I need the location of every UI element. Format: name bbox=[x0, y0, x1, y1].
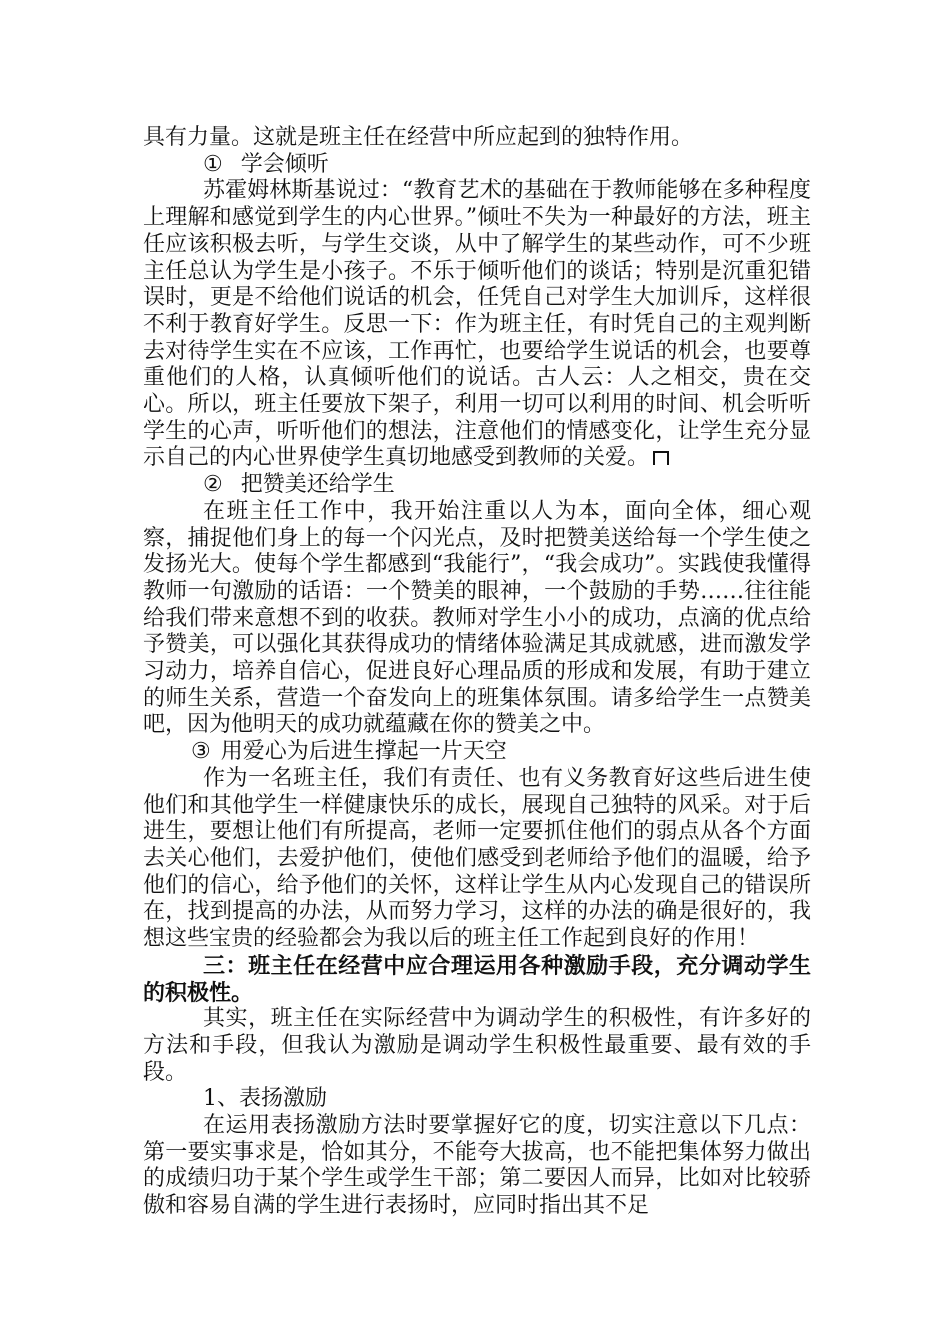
section-heading-3: 三：班主任在经营中应合理运用各种激励手段，充分调动学生的积极性。 bbox=[143, 952, 811, 1006]
paragraph-0: 具有力量。这就是班主任在经营中所应起到的独特作用。 bbox=[143, 125, 694, 150]
document-body bbox=[143, 125, 811, 1220]
subheading-2-text: 把赞美还给学生 bbox=[240, 472, 395, 498]
subheading-1 bbox=[143, 152, 811, 179]
circled-number-3: ③ bbox=[191, 739, 211, 765]
paragraph-2: 在班主任工作中，我开始注重以人为本，面向全体，细心观察，捕捉他们身上的每一个闪光点，及时把赞美送给每一个学生使之发扬光大。使每个学生都感到“我能行”，“我会成功”。实践使我懂得教师一句激励的话语：一个赞美的眼神，一个鼓励的手势……往往能给我们带来意想不到的收获。教师对学生小小的成功，点滴的优点给予赞美，可以强化其获得成功的情绪体验满足其成就感，进而激发学习动力，培养自信心，促进良好心理品质的形成和发展，有助于建立的师生关系，营造一个奋发向上的班集体氛围。请多给学生一点赞美吧，因为他明天的成功就蕴藏在你的赞美之中。 bbox=[143, 498, 811, 738]
paragraph-1 bbox=[143, 178, 811, 472]
subheading-1-text: 学会倾听 bbox=[240, 151, 329, 177]
paragraph-3: 作为一名班主任，我们有责任、也有义务教育好这些后进生使他们和其他学生一样健康快乐的成长，展现自己独特的风采。对于后进生，要想让他们有所提高，老师一定要抓住他们的弱点从各个方面去关心他们，去爱护他们，使他们感受到老师给予他们的温暖，给予他们的信心，给予他们的关怀，这样让学生从内心发现自己的错误所在，找到提高的办法，从而努力学习，这样的办法的确是很好的，我想这些宝贵的经验都会为我以后的班主任工作起到良好的作用！ bbox=[143, 765, 811, 952]
subheading-4: 1、表扬激励 bbox=[203, 1086, 327, 1112]
circled-number-1: ① bbox=[203, 151, 223, 177]
edit-mark-icon bbox=[653, 451, 669, 465]
subheading-3-text: 用爱心为后进生撑起一片天空 bbox=[220, 739, 507, 765]
circled-number-2: ② bbox=[203, 472, 223, 498]
paragraph-5: 在运用表扬激励方法时要掌握好它的度，切实注意以下几点：第一要实事求是，恰如其分，不能夸大拔高，也不能把集体努力做出的成绩归功于某个学生或学生干部；第二要因人而异，比如对比较骄傲和容易自满的学生进行表扬时，应同时指出其不足 bbox=[143, 1113, 811, 1219]
paragraph-1-text: 苏霍姆林斯基说过：“教育艺术的基础在于教师能够在多种程度上理解和感觉到学生的内心世界。”倾吐不失为一种最好的方法，班主任应该积极去听，与学生交谈，从中了解学生的某些动作，可不少班主任总认为学生是小孩子。不乐于倾听他们的谈话；特别是沉重犯错误时，更是不给他们说话的机会，任凭自己对学生大加训斥，这样很不利于教育好学生。反思一下：作为班主任，有时凭自己的主观判断去对待学生实在不应该，工作再忙，也要给学生说话的机会，也要尊重他们的人格，认真倾听他们的说话。古人云：人之相交，贵在交心。所以，班主任要放下架子，利用一切可以利用的时间、机会听听学生的心声，听听他们的想法，注意他们的情感变化，让学生充分显示自己的内心世界使学生真切地感受到教师的关爱。 bbox=[143, 178, 811, 471]
paragraph-4: 其实，班主任在实际经营中为调动学生的积极性，有许多好的方法和手段，但我认为激励是调动学生积极性最重要、最有效的手段。 bbox=[143, 1006, 811, 1085]
subheading-2 bbox=[143, 472, 811, 499]
subheading-3 bbox=[143, 739, 811, 766]
